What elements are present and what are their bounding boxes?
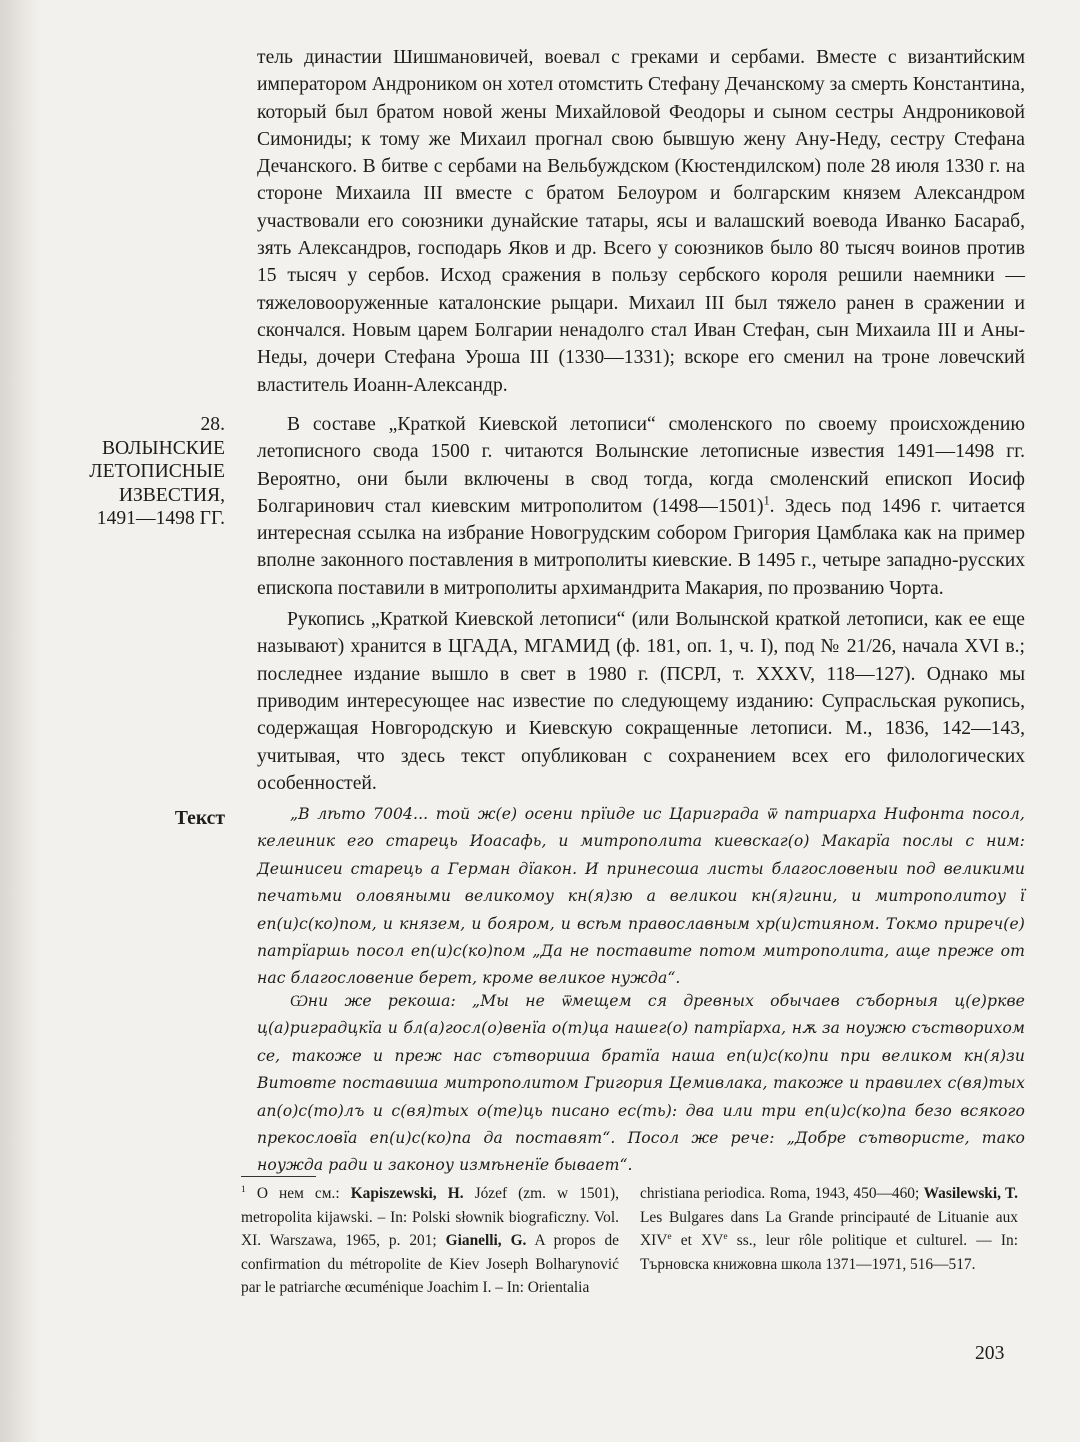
section-number: 28. (200, 414, 225, 435)
intro-paragraph: тель династии Шишмановичей, воевал с греками и сербами. Вместе с византийским императором Андроником он хотел отомстить Стефану Дечанскому за смерть Константина, который был братом новой жены Михайловой Феодоры и сыном сестры Андрониковой Симониды; к тому же Михаил прогнал свою бывшую жену Ану-Неду, сестру Стефана Дечанского. В битве с сербами на Вельбуждском (Кюстендилском) поле 28 июля 1330 г. на стороне Михаила III вместе с братом Белоуром и болгарским князем Александром участвовали его союзники дунайские татары, ясы и валашский воевода Иванко Басараб, зять Александров, господарь Яков и др. Всего у союзников было 80 тысяч воинов против 15 тысяч у сербов. Исход сражения в пользу сербского короля решили наемники — тяжеловооруженные каталонские рыцари. Михаил III был тяжело ранен в сражении и скончался. Новым царем Болгарии ненадолго стал Иван Стефан, сын Михаила III и Аны-Неды, дочери Стефана Уроша III (1330—1331); вскоре его сменил на троне ловечский властитель Иоанн-Александр. (257, 47, 1025, 396)
old-text-block (257, 801, 1025, 993)
section-paragraph: В составе „Краткой Киевской летописи“ смоленского по своему происхождению летописного свода 1500 г. читаются Волынские летописные известия 1491—1498 гг. Вероятно, они были включены в свод тогда, когда смоленский епископ Иосиф Болгаринович стал киевским митрополитом (1498—1501)$^1$. Здесь под 1496 г. читается интересная ссылка на избрание Новогрудским собором Григория Цамблака как на пример вполне законного поставления в митрополиты киевские. В 1495 г., четыре западно-русских епископа поставили в митрополиты архимандрита Макария, по прозванию Чорта. (257, 414, 1025, 599)
footnote-ref: 1 (763, 493, 770, 508)
old-text-block (257, 988, 1025, 1180)
footnote-column (241, 1182, 619, 1300)
text-label: Текст (174, 808, 225, 829)
section-body (257, 411, 1025, 797)
section-paragraph: Рукопись „Краткой Киевской летописи“ (или Волынской краткой летописи, как ее еще называют) хранится в ЦГАДА, МГАМИД (ф. 181, оп. 1, ч. I), под № 21/26, начала XVI в.; последнее издание вышло в свет в 1980 г. (ПСРЛ, т. XXXV, 118—127). Однако мы приводим интересующее нас известие по следующему изданию: Супрасльская рукопись, содержащая Новгородскую и Киевскую сокращенные летописи. М., 1836, 142—143, учитывая, что здесь текст опубликован с сохранением всех его филологических особенностей. (257, 609, 1025, 794)
section-heading (40, 413, 225, 531)
section-title-line: 1491—1498 ГГ. (96, 508, 225, 529)
gutter-shadow (0, 0, 40, 1442)
old-text-paragraph: „В лѣто 7004... той ж(е) осени прїиде ис Цариграда ѿ патриарха Нифонта посол, келеиник его старець Иоасафь, и митрополита киевскаг(о) Макарїа послы с ним: Дешнисеи старець а Герман дїакон. И принесоша листы благословеныи под великими печатьми оловяными великомоу кн(я)зю а великои кн(я)гини, и митрополитоу ї еп(и)с(ко)пом, и князем, и бояром, и всѣм православным хр(и)стияном. Токмо приреч(е) патрїаршь посол еп(и)с(ко)пом „Да не поставите потом митрополита, аще преже от нас благословение берет, кроме великое нужда“. (257, 805, 1025, 988)
footnote-text: christiana periodica. Roma, 1943, 450—460; Wasilewski, T. Les Bulgares dans La Grande principauté de Lituanie aux XIVe et XVe ss., leur rôle politique et culturel. — In: Търновска книжовна школа 1371—1971, 516—517. (640, 1185, 1018, 1273)
page-number: 203 (975, 1343, 1005, 1364)
footnote-column (640, 1182, 1018, 1276)
section-title-line: ВОЛЫНСКИЕ (101, 437, 225, 459)
footnote-text: $^1$ О нем см.: Kapiszewski, H. Józef (zm. w 1501), metropolita kijawski. – In: Polski słownik biograficzny. Vol. XI. Warszawa, 1965, p. 201; Gianelli, G. A propos de confirmation du métropolite de Kiev Joseph Bolharynović par le patriarche œcuménique Joachim I. – In: Orientalia (241, 1183, 619, 1296)
section-title-line: ИЗВЕСТИЯ, (118, 484, 225, 506)
old-text-paragraph: Ѡни же рекоша: „Мы не ѿмещем ся древных обычаев съборныя ц(е)ркве ц(а)риградцкїа и бл(а)госл(о)венїа о(т)ца нашег(о) патрїарха, нѫ за ноужю състворихом се, такоже и преж нас сътвориша братїа наша еп(и)с(ко)пи при великом кн(я)зи Витовте поставиша митрополитом Григория Цемивлака, такоже и правилех с(вя)тых ап(о)с(то)лъ и с(вя)тых о(те)ць писано ес(ть): два или три еп(и)с(ко)па безо всякого прекословїа еп(и)с(ко)па да поставят“. Посол же рече: „Добре сътвористе, тако ноужда ради и законоу измѣненїе бывает“. (257, 992, 1025, 1175)
footnote-divider (241, 1176, 316, 1177)
intro-paragraph-block (257, 44, 1025, 399)
section-title-line: ЛЕТОПИСНЫЕ (89, 461, 225, 482)
